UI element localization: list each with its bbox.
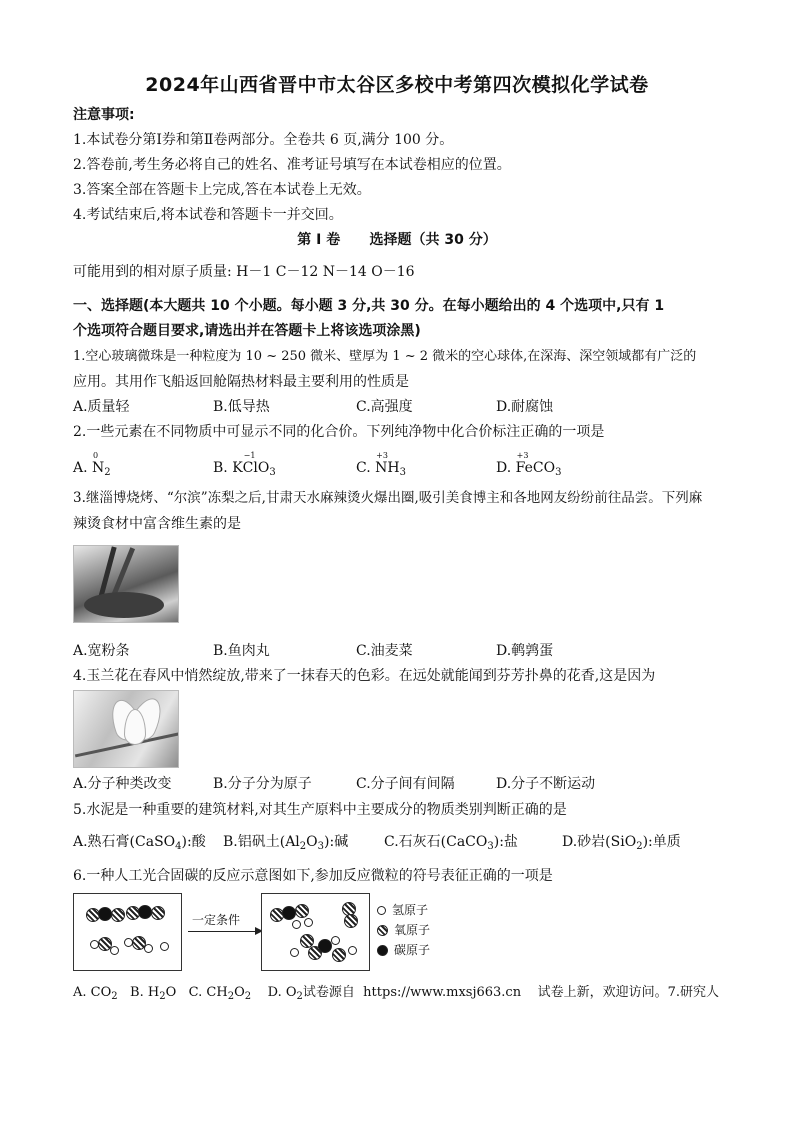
notice-item-3: 3.答案全部在答题卡上完成,答在本试卷上无效。 xyxy=(73,182,371,198)
page-title: 2024年山西省晋中市太谷区多校中考第四次模拟化学试卷 xyxy=(145,74,649,96)
q4-option-d: D.分子不断运动 xyxy=(496,776,596,792)
atomic-masses: 可能用到的相对原子质量: H－1 C－12 N－14 O－16 xyxy=(73,264,415,280)
q5-option-c: C.石灰石(CaCO$_3$):盐 xyxy=(384,834,518,852)
q2-stem: 2.一些元素在不同物质中可显示不同的化合价。下列纯净物中化合价标注正确的一项是 xyxy=(73,424,605,440)
q2-c-valence: +3 xyxy=(376,451,388,460)
magnolia-photo xyxy=(73,690,179,768)
section1-heading-line1: 一、选择题(本大题共 10 个小题。每小题 3 分,共 30 分。在每小题给出的 4 个选项中,只有 1 xyxy=(73,298,665,314)
q4-stem: 4.玉兰花在春风中悄然绽放,带来了一抹春天的色彩。在远处就能闻到芬芳扑鼻的花香,这是因为 xyxy=(73,668,656,684)
part1-title: 第 I 卷 选择题（共 30 分） xyxy=(297,232,497,248)
carbon-atom-icon xyxy=(377,945,388,956)
q5-stem: 5.水泥是一种重要的建筑材料,对其生产原料中主要成分的物质类别判断正确的是 xyxy=(73,802,567,818)
q2-option-d: D. +3 FeCO$_3$ xyxy=(496,458,561,483)
legend-carbon: 碳原子 xyxy=(377,941,430,958)
q1-option-d: D.耐腐蚀 xyxy=(496,399,554,415)
q1-stem-line1: 1.空心玻璃微珠是一种粒度为 10 ~ 250 微米、壁厚为 1 ~ 2 微米的空心球体,在深海、深空领域都有广泛的 xyxy=(73,349,697,364)
notice-heading: 注意事项: xyxy=(73,107,135,123)
q3-option-a: A.宽粉条 xyxy=(73,643,130,659)
reactants-box xyxy=(73,893,182,971)
q2-option-a: A. 0 $N_2$ xyxy=(73,458,111,483)
q6-options-line xyxy=(73,983,719,1007)
q3-stem-line2: 辣烫食材中富含维生素的是 xyxy=(73,516,241,532)
q2-option-c: C. +3 $NH_3$ xyxy=(356,458,406,483)
products-box xyxy=(261,893,370,971)
q2-b-valence: −1 xyxy=(243,451,256,460)
hydrogen-atom-icon xyxy=(377,906,386,915)
q5-option-d: D.砂岩(SiO$_2$):单质 xyxy=(562,834,681,852)
section1-heading-line2: 个选项符合题目要求,请选出并在答题卡上将该选项涂黑) xyxy=(73,323,421,339)
arrow-condition-label: 一定条件 xyxy=(192,913,241,927)
q4-option-a: A.分子种类改变 xyxy=(73,776,172,792)
q6-option-d: D. $O_2$试卷源自 https://www.mxsj663.cn 试卷上新，欢迎访问。7.研究人 xyxy=(267,985,720,1002)
q6-stem: 6.一种人工光合固碳的反应示意图如下,参加反应微粒的符号表征正确的一项是 xyxy=(73,868,553,884)
q1-option-a: A.质量轻 xyxy=(73,399,130,415)
malatang-photo xyxy=(73,545,179,623)
reaction-diagram xyxy=(73,893,713,971)
notice-item-4: 4.考试结束后,将本试卷和答题卡一并交回。 xyxy=(73,207,343,223)
q3-stem-line1: 3.继淄博烧烤、“尔滨”冻梨之后,甘肃天水麻辣烫火爆出圈,吸引美食博主和各地网友纷纷前往品尝。下列麻 xyxy=(73,490,703,506)
source-link-text[interactable]: 试卷源自 https://www.mxsj663.cn 试卷上新，欢迎访问。7.研究人 xyxy=(302,985,720,1000)
q4-option-b: B.分子分为原子 xyxy=(213,776,312,792)
notice-item-2: 2.答卷前,考生务必将自己的姓名、准考证号填写在本试卷相应的位置。 xyxy=(73,157,511,173)
legend-hydrogen: 氢原子 xyxy=(377,901,428,918)
q6-option-b: B. $H_2O$ xyxy=(130,985,177,1002)
q2-d-valence: +3 xyxy=(516,451,529,460)
q6-option-a: A. $CO_2$ xyxy=(73,985,118,1002)
q3-option-d: D.鹌鹑蛋 xyxy=(496,643,554,659)
q4-option-c: C.分子间有间隔 xyxy=(356,776,455,792)
q5-option-a: A.熟石膏(CaSO$_4$):酸 xyxy=(73,834,206,852)
legend-oxygen: 氧原子 xyxy=(377,921,430,938)
q6-option-c: C. $CH_2O_2$ xyxy=(188,985,252,1002)
q2-a-valence: 0 xyxy=(93,451,99,460)
q5-option-b: B.铝矾土$(Al_2O_3)$:碱 xyxy=(223,834,349,852)
q3-option-b: B.鱼肉丸 xyxy=(213,643,270,659)
q1-option-b: B.低导热 xyxy=(213,399,270,415)
q3-option-c: C.油麦菜 xyxy=(356,643,413,659)
oxygen-atom-icon xyxy=(377,925,388,936)
q2-option-b: B. K −1 ClO$_3$ xyxy=(213,458,276,483)
notice-item-1: 1.本试卷分第Ⅰ券和第Ⅱ卷两部分。全卷共 6 页,满分 100 分。 xyxy=(73,132,454,148)
q1-stem-line2: 应用。其用作飞船返回舱隔热材料最主要利用的性质是 xyxy=(73,374,409,390)
q1-option-c: C.高强度 xyxy=(356,399,413,415)
reaction-arrow xyxy=(188,931,258,932)
